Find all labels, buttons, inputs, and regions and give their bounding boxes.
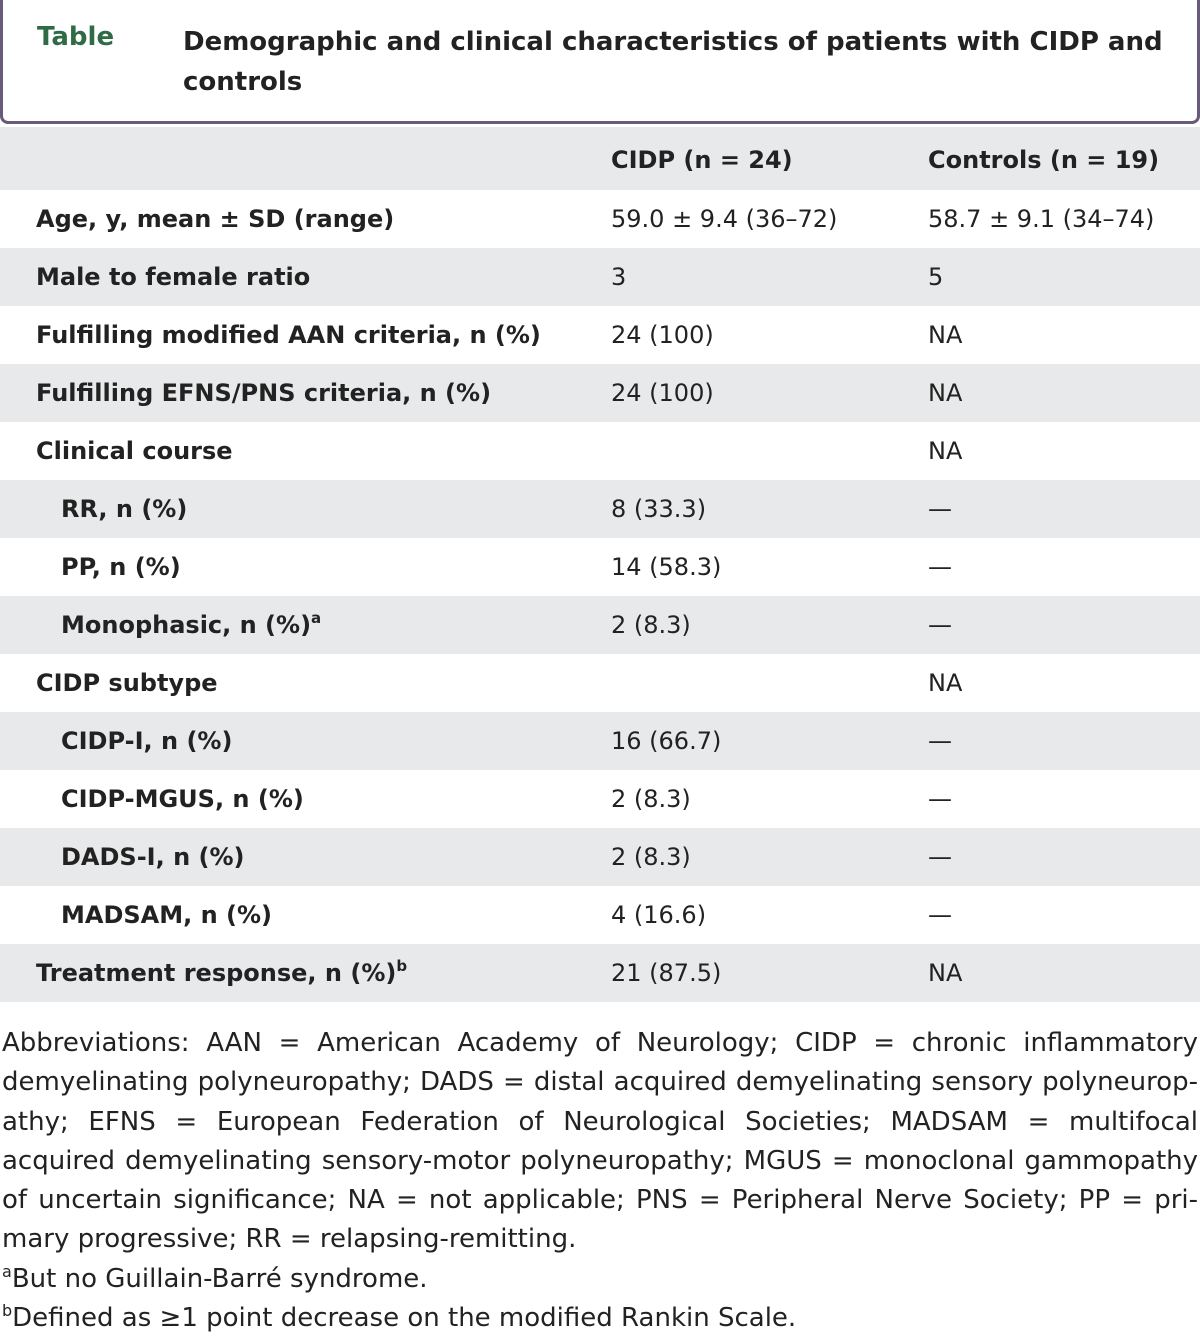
- row-label-text: MADSAM, n (%): [61, 901, 273, 929]
- controls-value: —: [928, 553, 952, 581]
- row-label-text: Fulfilling EFNS/PNS criteria, n (%): [36, 379, 492, 407]
- controls-value: NA: [928, 959, 963, 987]
- row-label: [36, 364, 491, 422]
- cidp-value: 21 (87.5): [611, 959, 722, 987]
- row-label-text: PP, n (%): [61, 553, 181, 581]
- row-label-text: RR, n (%): [61, 495, 188, 523]
- cidp-value: 16 (66.7): [611, 727, 722, 755]
- cidp-value: 2 (8.3): [611, 611, 691, 639]
- table-title: Demographic and clinical characteristics of patients with CIDP and controls: [183, 27, 1163, 97]
- row-label: [61, 596, 321, 654]
- row-label: [61, 828, 245, 886]
- table-notes: [2, 1024, 1198, 1338]
- cidp-value: 59.0 ± 9.4 (36–72): [611, 205, 838, 233]
- row-label: [61, 480, 187, 538]
- row-label: [61, 770, 304, 828]
- table-row: [0, 190, 1200, 248]
- row-label: [36, 654, 218, 712]
- column-header-controls: Controls (n = 19): [928, 146, 1160, 174]
- abbreviations-note: Abbreviations: AAN = American Academy of Neurology; CIDP = chronic inflammatory demyelinating polyneuropathy; DADS = distal acquired demyelinating sensory polyneurop-athy; EFNS = European Federation of Neurological Societies; MADSAM = multifocal acquired demyelinating sensory-motor polyneuropathy; MGUS = monoclonal gammopathy of uncertain significance; NA = not applicable; PNS = Peripheral Nerve Society; PP = pri-mary progressive; RR = relapsing-remitting.: [2, 1028, 1198, 1255]
- row-label: [36, 422, 233, 480]
- footnote-marker: b: [396, 957, 408, 975]
- controls-value: —: [928, 843, 952, 871]
- table-row: [0, 538, 1200, 596]
- cidp-value: 4 (16.6): [611, 901, 707, 929]
- controls-value: —: [928, 785, 952, 813]
- table-row: [0, 712, 1200, 770]
- row-label-text: CIDP-I, n (%): [61, 727, 233, 755]
- controls-value: 5: [928, 263, 944, 291]
- cidp-value: 24 (100): [611, 379, 714, 407]
- footnote-text: Defined as ≥1 point decrease on the modified Rankin Scale.: [12, 1303, 797, 1334]
- footnote-b: [2, 1299, 1198, 1338]
- controls-value: NA: [928, 379, 963, 407]
- cidp-value: 14 (58.3): [611, 553, 722, 581]
- cidp-value: 2 (8.3): [611, 785, 691, 813]
- table-row: [0, 306, 1200, 364]
- table-row: [0, 480, 1200, 538]
- table-row: [0, 248, 1200, 306]
- table-row: [0, 364, 1200, 422]
- row-label: [61, 886, 272, 944]
- cidp-value: 8 (33.3): [611, 495, 707, 523]
- footnote-marker: a: [311, 609, 322, 627]
- table-row: [0, 654, 1200, 712]
- table-header: [0, 0, 1200, 124]
- table-row: [0, 770, 1200, 828]
- table-row: [0, 422, 1200, 480]
- row-label-text: Monophasic, n (%): [61, 611, 312, 639]
- controls-value: —: [928, 901, 952, 929]
- table-row: [0, 828, 1200, 886]
- row-label-text: CIDP-MGUS, n (%): [61, 785, 304, 813]
- row-label-text: Treatment response, n (%): [36, 959, 397, 987]
- controls-value: 58.7 ± 9.1 (34–74): [928, 205, 1155, 233]
- row-label: [36, 306, 541, 364]
- controls-value: NA: [928, 437, 963, 465]
- column-header-cidp: CIDP (n = 24): [611, 146, 793, 174]
- row-label-text: Clinical course: [36, 437, 233, 465]
- row-label-text: Age, y, mean ± SD (range): [36, 205, 395, 233]
- row-label-text: CIDP subtype: [36, 669, 218, 697]
- controls-value: NA: [928, 321, 963, 349]
- row-label-text: Fulfilling modified AAN criteria, n (%): [36, 321, 541, 349]
- cidp-value: 2 (8.3): [611, 843, 691, 871]
- table-row: [0, 596, 1200, 654]
- row-label-text: DADS-I, n (%): [61, 843, 245, 871]
- table-header-row: [0, 127, 1200, 190]
- footnote-text: But no Guillain-Barré syndrome.: [11, 1263, 428, 1294]
- row-label: [61, 712, 232, 770]
- table-row: [0, 886, 1200, 944]
- controls-value: —: [928, 611, 952, 639]
- footnote-mark: b: [2, 1301, 13, 1321]
- footnote-a: [2, 1260, 1198, 1299]
- cidp-value: 24 (100): [611, 321, 714, 349]
- row-label: [36, 248, 310, 306]
- table-row: [0, 944, 1200, 1002]
- data-table: [0, 127, 1200, 1002]
- row-label: [36, 190, 394, 248]
- controls-value: —: [928, 727, 952, 755]
- row-label-text: Male to female ratio: [36, 263, 311, 291]
- table-label: Table: [37, 22, 115, 52]
- row-label: [36, 944, 407, 1002]
- footnote-mark: a: [2, 1261, 12, 1281]
- controls-value: —: [928, 495, 952, 523]
- controls-value: NA: [928, 669, 963, 697]
- row-label: [61, 538, 181, 596]
- cidp-value: 3: [611, 263, 627, 291]
